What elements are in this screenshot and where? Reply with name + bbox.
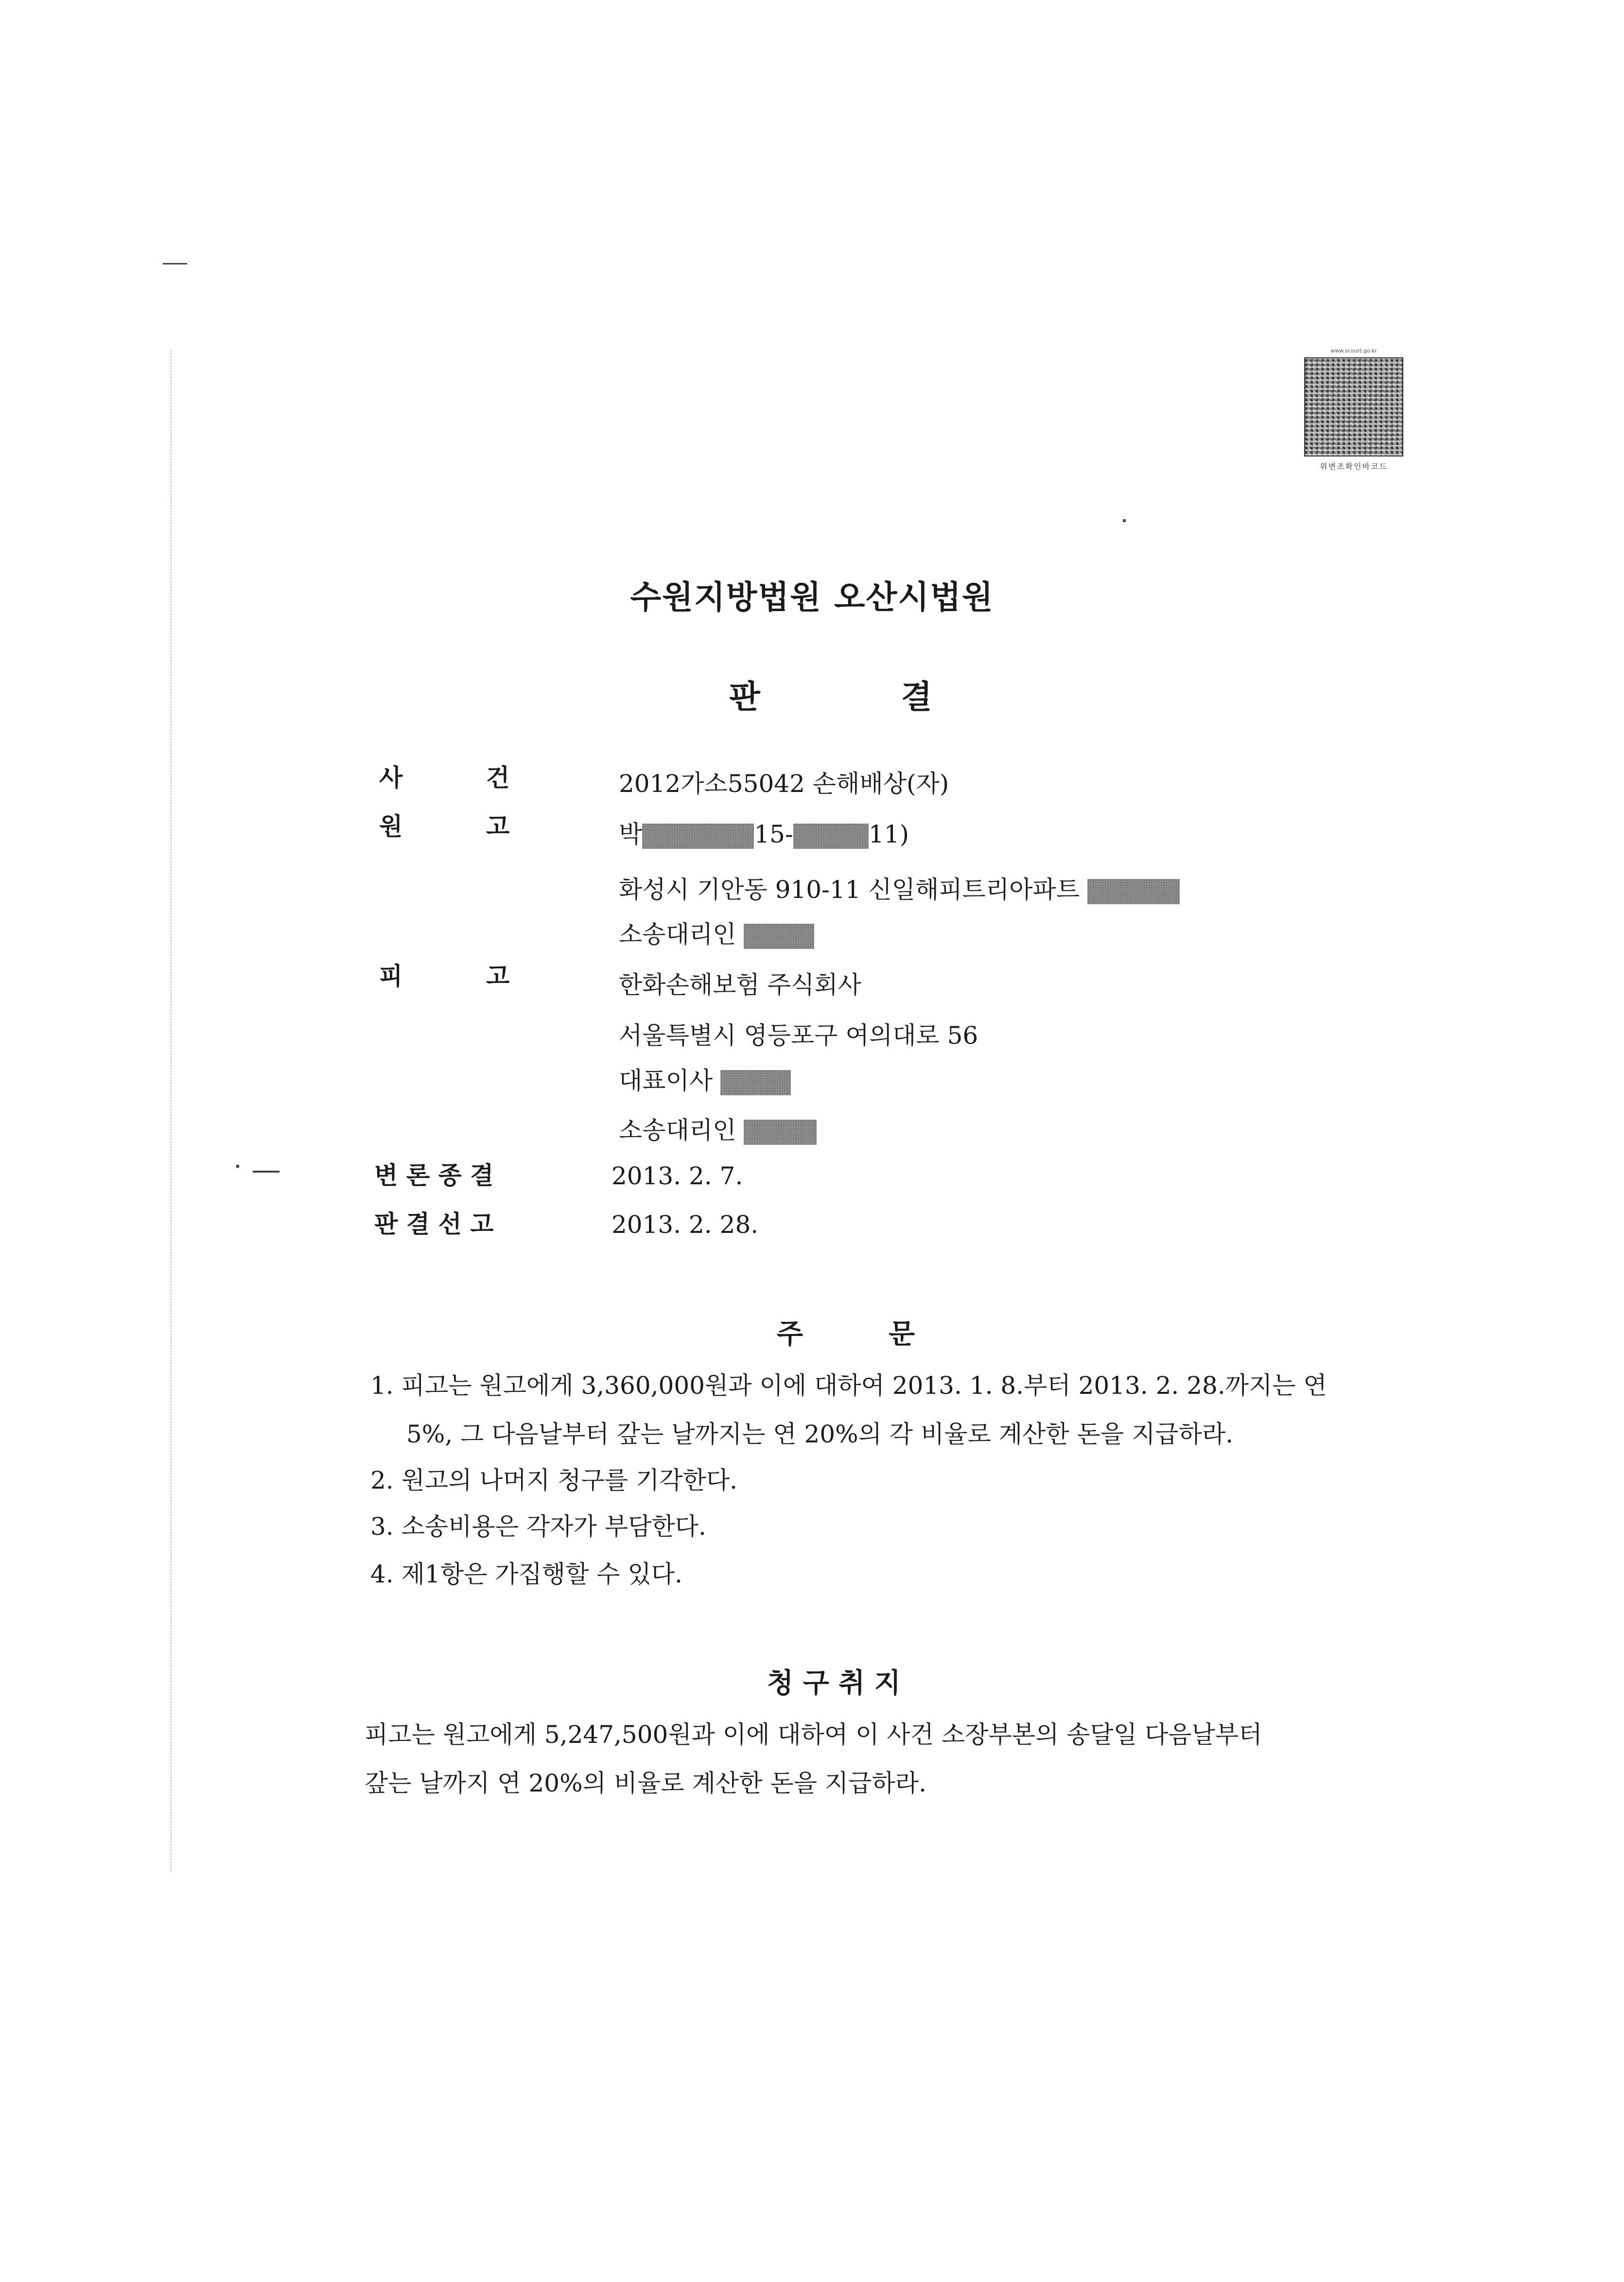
closing-date: 2013. 2. 7. — [611, 1162, 743, 1190]
plaintiff-agent-label: 소송대리인 — [619, 920, 736, 948]
document-title-char-1: 판 — [729, 678, 760, 716]
case-label-2: 건 — [486, 764, 510, 792]
order-line: 4. 제1항은 가집행할 수 있다. — [370, 1560, 682, 1588]
scan-speck — [253, 1171, 279, 1173]
defendant-label-1: 피 — [379, 962, 403, 990]
case-label-1: 사 — [379, 764, 403, 792]
plaintiff-address: 화성시 기안동 910-11 신일해피트리아파트 — [619, 876, 1080, 904]
claim-line: 갚는 날까지 연 20%의 비율로 계산한 돈을 지급하라. — [365, 1769, 926, 1797]
qr-caption: 위변조확인바코드 — [1320, 462, 1388, 471]
scan-speck — [163, 263, 187, 264]
judgment-date-label: 판 결 선 고 — [374, 1210, 494, 1238]
defendant-name: 한화손해보험 주식회사 — [619, 971, 861, 999]
plaintiff-agent-row — [619, 915, 814, 950]
plaintiff-name-row — [619, 815, 909, 850]
case-number: 2012가소55042 손해배상(자) — [619, 770, 949, 798]
order-line: 1. 피고는 원고에게 3,360,000원과 이에 대하여 2013. 1. 8.부터 2013. 2. 28.까지는 연 — [370, 1371, 1327, 1400]
qr-code-icon — [1304, 357, 1403, 456]
plaintiff-id-mid: 15- — [754, 820, 793, 848]
defendant-agent-label: 소송대리인 — [619, 1116, 736, 1144]
order-title-char-1: 주 — [777, 1318, 803, 1350]
qr-url: www.scourt.go.kr — [1330, 348, 1377, 354]
closing-label: 변 론 종 결 — [374, 1161, 494, 1190]
order-line: 5%, 그 다음날부터 갚는 날까지는 연 20%의 각 비율로 계산한 돈을 지급하라. — [406, 1420, 1234, 1448]
plaintiff-name-prefix: 박 — [619, 820, 643, 848]
scan-speck — [1123, 519, 1126, 522]
defendant-rep-row — [619, 1061, 791, 1096]
order-line: 3. 소송비용은 각자가 부담한다. — [370, 1512, 706, 1541]
court-name: 수원지방법원 오산시법원 — [630, 579, 994, 616]
defendant-label-2: 고 — [486, 962, 510, 990]
redaction-box — [642, 824, 754, 849]
plaintiff-label-2: 고 — [486, 812, 510, 841]
order-title-char-2: 문 — [889, 1318, 915, 1350]
claim-title: 청 구 취 지 — [767, 1668, 901, 1699]
defendant-address: 서울특별시 영등포구 여의대로 56 — [619, 1021, 978, 1050]
redaction-box — [793, 824, 869, 849]
defendant-rep-label: 대표이사 — [619, 1067, 713, 1095]
plaintiff-address-row — [619, 870, 1180, 905]
document-title-char-2: 결 — [901, 678, 932, 716]
qr-block — [1303, 348, 1405, 472]
order-line: 2. 원고의 나머지 청구를 기각한다. — [370, 1466, 738, 1494]
plaintiff-id-end: 11) — [868, 820, 909, 848]
redaction-box — [744, 924, 814, 949]
redaction-box — [1087, 879, 1180, 904]
scan-speck — [236, 1165, 239, 1168]
claim-line: 피고는 원고에게 5,247,500원과 이에 대하여 이 사건 소장부본의 송달일 다음날부터 — [365, 1720, 1262, 1749]
redaction-box — [720, 1070, 791, 1095]
judgment-date: 2013. 2. 28. — [611, 1211, 759, 1239]
redaction-box — [744, 1120, 817, 1145]
defendant-agent-row — [619, 1111, 817, 1146]
plaintiff-label-1: 원 — [379, 812, 403, 841]
document-title — [729, 671, 932, 717]
